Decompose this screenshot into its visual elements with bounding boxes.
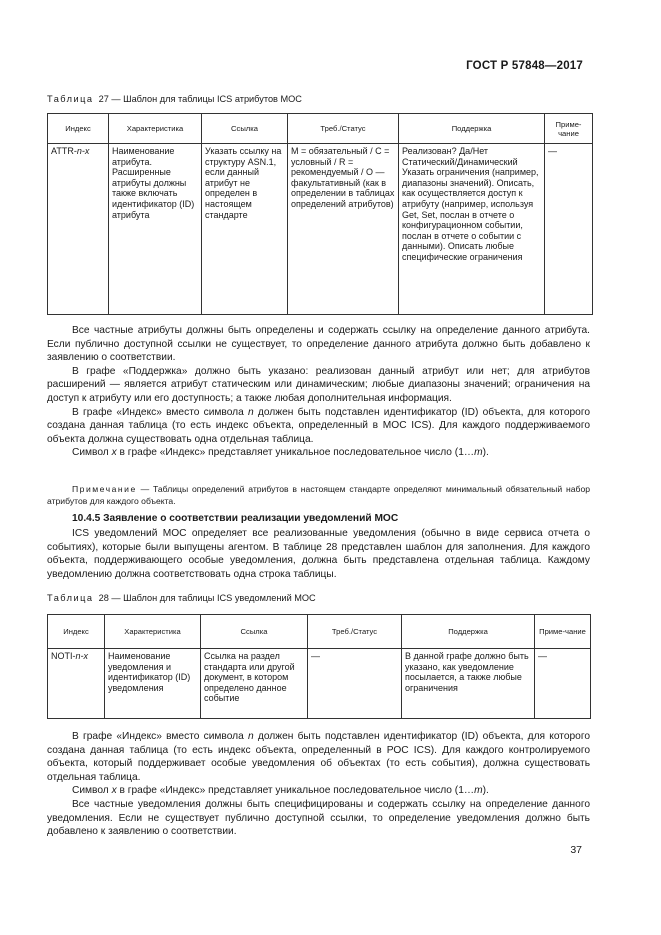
note-text: — Таблицы определений атрибутов в настоящем стандарте определяют минимальный обязательный набор атрибутов для каждого объекта.	[47, 484, 590, 506]
paragraph: Символ x в графе «Индекс» представляет уникальное последовательное число (1…m).	[72, 785, 489, 797]
paragraph: В графе «Поддержка» должно быть указано: реализован данный атрибут или нет; для атрибутов расширений — является атрибут статическим или динамическим; любые диапазоны значений; ограничения на доступ к атрибуту или его доступность; а также любая дополнительная информация.	[47, 365, 590, 404]
paragraph: ICS уведомлений МОС определяет все реализованные уведомления (обычно в виде сервиса отчета о событиях), которые были выпущены агентом. В таблице 28 представлен шаблон для заполнения. Для каждого объекта, поддерживающего особые уведомления, должна быть представлена отдельная таблица. Каждому уведомлению должна соответствовать одна строка таблицы.	[47, 528, 590, 580]
table-27-caption	[47, 94, 302, 104]
table-27-header-note: Приме-чание	[545, 114, 593, 144]
table-27-header-support: Поддержка	[399, 114, 545, 144]
section-heading: 10.4.5 Заявление о соответствии реализации уведомлений МОС	[72, 513, 399, 524]
table-28-cell-status: —	[308, 649, 402, 719]
table-27-header-reference: Ссылка	[202, 114, 288, 144]
table-28-cell-note: —	[535, 649, 591, 719]
note-block	[47, 483, 590, 507]
table-28-header-characteristic: Характеристика	[105, 615, 201, 649]
table-28-row	[48, 649, 591, 719]
index-variable: n-x	[76, 146, 90, 156]
note-label: Примечание	[72, 484, 137, 494]
table-27-cell-index	[48, 144, 109, 315]
table-28-cell-reference: Ссылка на раздел стандарта или другой документ, в котором определено данное событие	[201, 649, 308, 719]
table-27-cell-status: М = обязательный / С = условный / R = рекомендуемый / О — факультативный (как в определении в таблицах определений атрибутов)	[288, 144, 399, 315]
table-28-cell-support: В данной графе должно быть указано, как уведомление посылается, а также любые ограничения	[402, 649, 535, 719]
table-27-header-characteristic: Характеристика	[109, 114, 202, 144]
table-27-header-index: Индекс	[48, 114, 109, 144]
table-27-caption-text: 27 — Шаблон для таблицы ICS атрибутов МОС	[98, 94, 302, 104]
section-text	[47, 527, 590, 581]
table-27-cell-support: Реализован? Да/Нет Статический/Динамический Указать ограничения (например, диапазоны значений). Описать, как осуществляется доступ к атрибуту (например, используя Get, Set, послан в отчете о конфигурационном событии, послан в отчете о событии с данными). Описать любые специфические ограничения	[399, 144, 545, 315]
index-prefix: ATTR-	[51, 146, 77, 156]
table-28-cell-index	[48, 649, 105, 719]
paragraph: Все частные атрибуты должны быть определены и содержать ссылку на определение данного атрибута. Если публично доступной ссылки не существует, то определение данного атрибута должно быть добавлено к заявлению о соответствии.	[47, 325, 590, 364]
text-block-2	[47, 730, 590, 839]
paragraph: Все частные уведомления должны быть специфицированы и содержать ссылку на определение данного уведомления. Если не существует публично доступной ссылки, то определение уведомления должно быть добавлено к заявлению о соответствии.	[47, 798, 590, 838]
standard-designation: ГОСТ Р 57848—2017	[466, 60, 583, 72]
table-28-caption-text: 28 — Шаблон для таблицы ICS уведомлений МОС	[98, 593, 316, 603]
table-28-header-row	[48, 615, 591, 649]
table-28-header-note: Приме-чание	[535, 615, 591, 649]
table-27-row	[48, 144, 593, 315]
paragraph: В графе «Индекс» вместо символа n должен быть подставлен идентификатор (ID) объекта, для которого создана данная таблица (то есть индекс объекта, определенный в РОС ICS). Для каждого контролируемого объекта, который поддерживает особые уведомления об объектах (то есть события), должна существовать отдельная таблица.	[47, 731, 590, 783]
table-27-header-row	[48, 114, 593, 144]
table-28-cell-characteristic: Наименование уведомления и идентификатор (ID) уведомления	[105, 649, 201, 719]
paragraph: В графе «Индекс» вместо символа n должен быть подставлен идентификатор (ID) объекта, для которого создана данная таблица (то есть индекс объекта, определенный в МОС ICS). Для каждого поддерживаемого объекта должна существовать одна отдельная таблица.	[47, 406, 590, 445]
table-27-cell-note: —	[545, 144, 593, 315]
table-28-header-reference: Ссылка	[201, 615, 308, 649]
page-number: 37	[570, 844, 582, 856]
table-28-caption	[47, 593, 316, 603]
text-block-1	[47, 324, 590, 460]
index-variable: n-x	[75, 651, 89, 661]
table-28-header-index: Индекс	[48, 615, 105, 649]
table-27	[47, 113, 593, 315]
table-28-header-status: Треб./Статус	[308, 615, 402, 649]
paragraph: Символ x в графе «Индекс» представляет уникальное последовательное число (1…m).	[72, 447, 489, 459]
index-prefix: NOTI-	[51, 651, 76, 661]
table-28-caption-label: Таблица	[47, 593, 94, 603]
table-27-cell-characteristic: Наименование атрибута. Расширенные атрибуты должны также включать идентификатор (ID) атрибута	[109, 144, 202, 315]
table-28-header-support: Поддержка	[402, 615, 535, 649]
table-27-caption-label: Таблица	[47, 94, 94, 104]
table-28	[47, 614, 591, 719]
table-27-cell-reference: Указать ссылку на структуру ASN.1, если данный атрибут не определен в настоящем стандарте	[202, 144, 288, 315]
table-27-header-status: Треб./Статус	[288, 114, 399, 144]
